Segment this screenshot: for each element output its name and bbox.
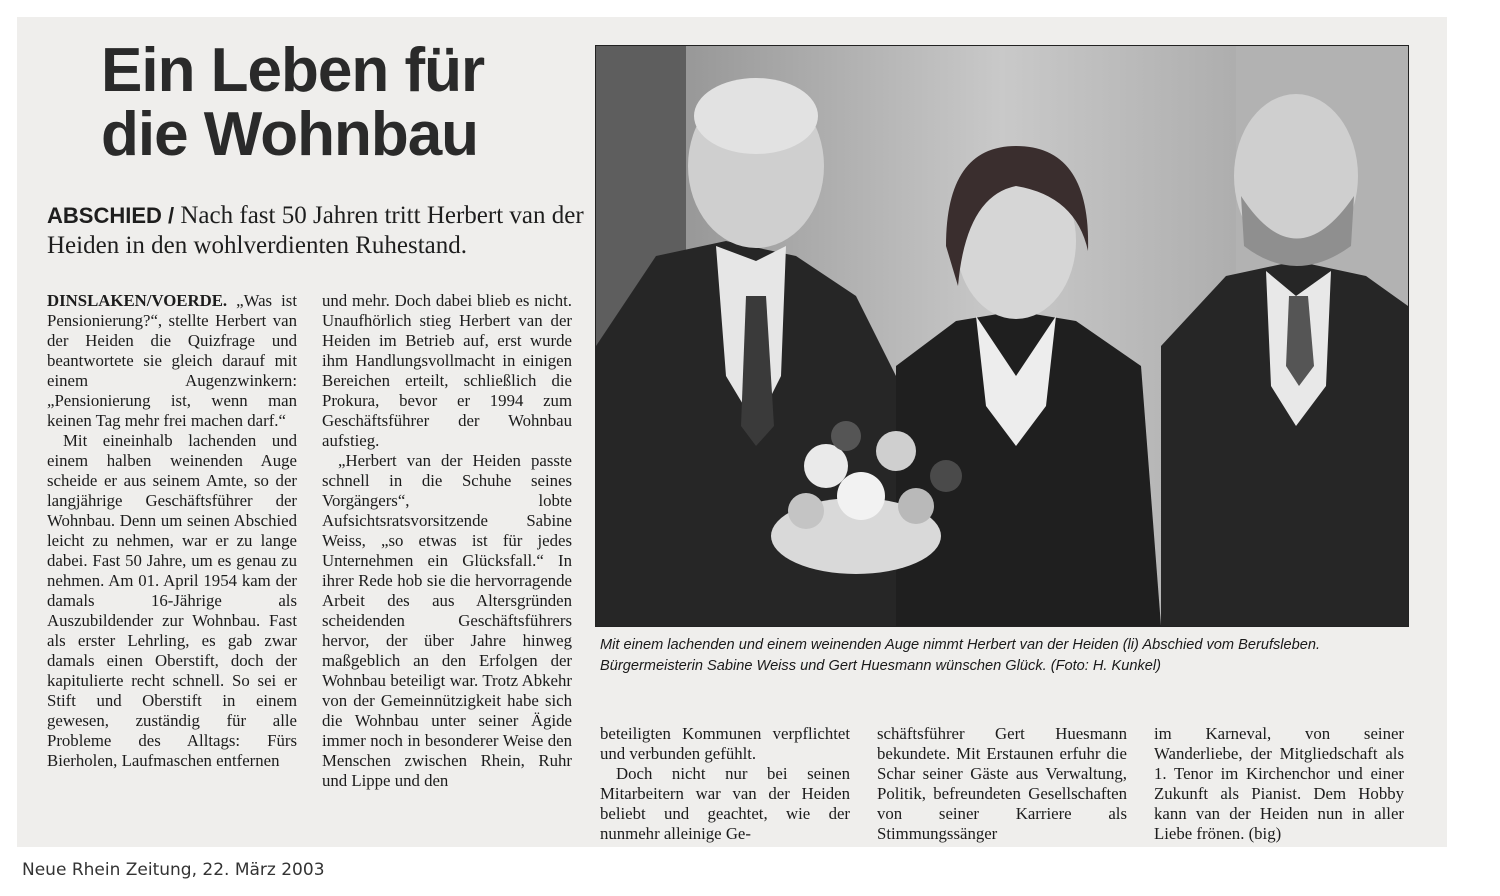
kicker: ABSCHIED / (47, 203, 175, 228)
press-photo (595, 45, 1409, 627)
article-column-5 (1154, 724, 1404, 844)
article-column-1 (47, 291, 297, 771)
lead-paragraph (47, 201, 587, 261)
paragraph: Doch nicht nur bei seinen Mitarbeitern war van der Heiden beliebt und geachtet, wie der nunmehr alleinige Ge- (600, 764, 850, 843)
headline-line-2: die Wohnbau (101, 100, 479, 169)
headline (101, 36, 571, 169)
paragraph (47, 291, 297, 431)
headline-line-1: Ein Leben für (101, 36, 485, 105)
article-column-3 (600, 724, 850, 844)
paragraph: „Herbert van der Heiden passte schnell in die Schuhe seines Vorgängers“, lobte Aufsichtsratsvorsitzende Sabine Weiss, „so etwas ist für jedes Unternehmen ein Glücksfall.“ In ihrer Rede hob sie die hervorragende Arbeit des aus Altersgründen scheidenden Geschäftsführers hervor, der über Jahre hinweg maßgeblich an den Erfolgen der Wohnbau beteiligt war. Trotz Abkehr von der Gemeinnützigkeit habe sich die Wohnbau unter seiner Ägide immer noch in besonderer Weise den Menschen zwischen Rhein, Ruhr und Lippe und den (322, 451, 572, 790)
paragraph: im Karneval, von seiner Wanderliebe, der Mitgliedschaft als 1. Tenor im Kirchenchor und einer Zukunft als Pianist. Dem Hobby kann van der Heiden nun in aller Liebe frönen. (big) (1154, 724, 1404, 843)
article-column-4 (877, 724, 1127, 844)
lead-text: Nach fast 50 Jahren tritt Herbert van der Heiden in den wohlverdienten Ruhestand. (47, 202, 584, 259)
photo-caption: Mit einem lachenden und einem weinenden Auge nimmt Herbert van der Heiden (li) Abschied vom Berufsleben. Bürgermeisterin Sabine Weiss und Gert Huesmann wünschen Glück. (Foto: H. Kunkel) (600, 637, 1321, 674)
paragraph: beteiligten Kommunen verpflichtet und verbunden gefühlt. (600, 724, 850, 763)
photo-illustration (596, 46, 1408, 626)
newspaper-clipping (17, 17, 1447, 847)
dateline: DINSLAKEN/VOERDE. (47, 291, 228, 310)
source-citation: Neue Rhein Zeitung, 22. März 2003 (22, 860, 325, 880)
paragraph: schäftsführer Gert Huesmann bekundete. Mit Erstaunen erfuhr die Schar seiner Gäste aus Verwaltung, Politik, befreundeten Gesellschaften von seiner Karriere als Stimmungssänger (877, 724, 1127, 843)
article-column-2 (322, 291, 572, 791)
paragraph: und mehr. Doch dabei blieb es nicht. Unaufhörlich stieg Herbert van der Heiden im Betrieb auf, erst wurde ihm Handlungsvollmacht in einigen Bereichen erteilt, schließlich die Prokura, bevor er 1994 zum Geschäftsführer der Wohnbau aufstieg. (322, 291, 572, 450)
paragraph: Mit eineinhalb lachenden und einem halben weinenden Auge scheide er aus seinem Amte, so der langjährige Geschäftsführer der Wohnbau. Denn um seinen Abschied leicht zu nehmen, war er zu lange dabei. Fast 50 Jahre, um es genau zu nehmen. Am 01. April 1954 kam der damals 16-Jährige als Auszubildender zur Wohnbau. Fast als erster Lehrling, es gab zwar damals einen Oberstift, doch der kapitulierte recht schnell. So sei er Stift und Oberstift in einem gewesen, zuständig für alle Probleme des Alltags: Fürs Bierholen, Laufmaschen entfernen (47, 431, 297, 770)
paragraph-text: „Was ist Pensionierung?“, stellte Herbert van der Heiden die Quizfrage und beantwortete sie gleich darauf mit einem Augenzwinkern: „Pensionierung ist, wenn man keinen Tag mehr frei machen darf.“ (47, 291, 297, 430)
